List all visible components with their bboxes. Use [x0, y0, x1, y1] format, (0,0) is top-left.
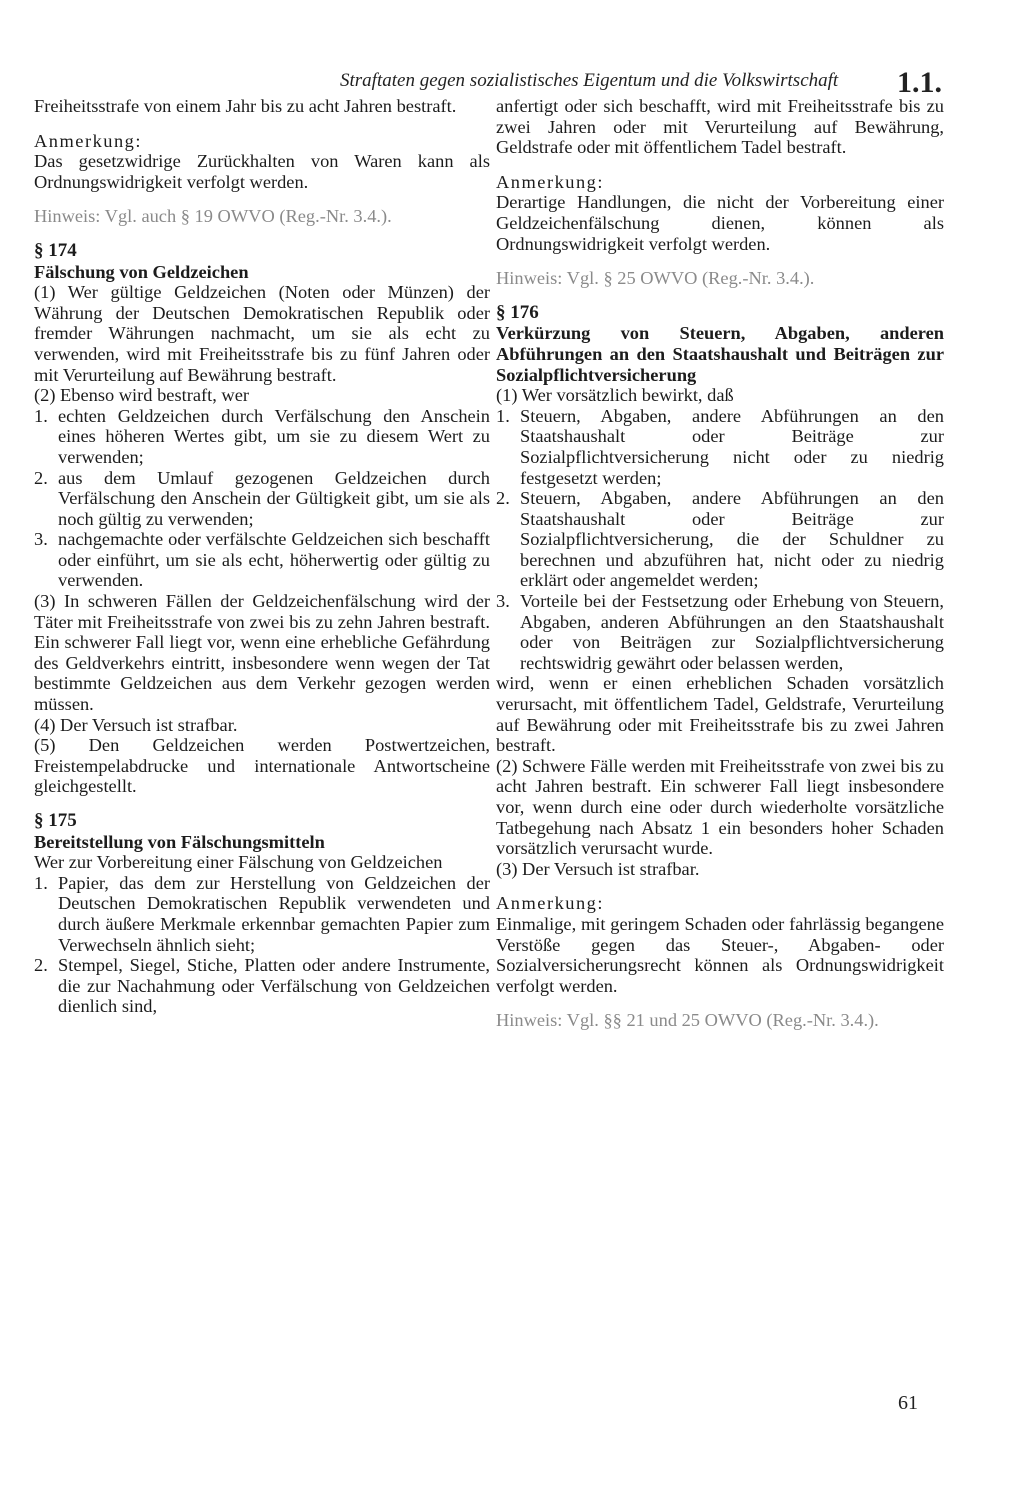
list-item-number: 1. [34, 405, 48, 426]
note-text: Das gesetzwidrige Zurückhalten von Waren kann als Ordnungswidrigkeit verfolgt werden. [34, 151, 490, 192]
paragraph-number: § 174 [34, 239, 77, 261]
paragraph-clause: (3) In schweren Fällen der Geldzeichenfälschung wird der Täter mit Freiheitsstrafe von zwei bis zu zehn Jahren bestraft. Ein schwerer Fall liegt vor, wenn eine erhebliche Gefährdung des Geldverkehrs eintritt, insbesondere wenn wegen der Tat bestimmte Geldzeichen aus dem Verkehr gezogen werden müssen. [34, 591, 490, 715]
list-item-number: 1. [34, 872, 48, 893]
paragraph-continuation: anfertigt oder sich beschafft, wird mit Freiheitsstrafe bis zu zwei Jahren oder mit Verurteilung auf Bewährung, Geldstrafe oder mit öffentlichem Tadel bestraft. [496, 96, 944, 158]
hinweis-reference: Hinweis: Vgl. §§ 21 und 25 OWVO (Reg.-Nr. 3.4.). [496, 1010, 879, 1031]
paragraph-clause: (5) Den Geldzeichen werden Postwertzeichen, Freistempelabdrucke und internationale Antwortscheine gleichgestellt. [34, 735, 490, 797]
list-item [34, 468, 490, 530]
intro-text: Freiheitsstrafe von einem Jahr bis zu acht Jahren bestraft. [34, 96, 457, 116]
list-item [34, 529, 490, 591]
paragraph-title: Fälschung von Geldzeichen [34, 261, 249, 282]
paragraph-clause: (1) Wer vorsätzlich bewirkt, daß [496, 385, 734, 406]
paragraph-number: § 175 [34, 810, 77, 831]
note-text: Derartige Handlungen, die nicht der Vorbereitung einer Geldzeichenfälschung dienen, können als Ordnungswidrigkeit verfolgt werden. [496, 192, 944, 254]
list-item-text: aus dem Umlauf gezogenen Geldzeichen durch Verfälschung den Anschein der Gültigkeit gibt, um sie als noch gültig zu verwenden; [58, 467, 490, 529]
note-text: Einmalige, mit geringem Schaden oder fahrlässig begangene Verstöße gegen das Steuer-, Abgaben- oder Sozialversicherungsrecht können als Ordnungswidrigkeit verfolgt werden. [496, 913, 944, 996]
list-item-number: 3. [34, 529, 48, 550]
list-item [34, 406, 490, 468]
list-item-text: Steuern, Abgaben, andere Abführungen an den Staatshaushalt oder Beiträge zur Sozialpflichtversicherung nicht oder zu niedrig festgesetzt werden; [520, 405, 944, 488]
running-header: Straftaten gegen sozialistisches Eigentum und die Volkswirtschaft [340, 70, 839, 91]
hinweis-reference: Hinweis: Vgl. auch § 19 OWVO (Reg.-Nr. 3.4.). [34, 206, 392, 227]
page-number: 61 [898, 1392, 918, 1414]
list-item-text: nachgemachte oder verfälschte Geldzeichen sich beschafft oder einführt, um sie als echt, höherwertig oder gültig zu verwenden. [58, 529, 490, 591]
paragraph-clause: (3) Der Versuch ist strafbar. [496, 858, 700, 879]
list-item [34, 873, 490, 955]
paragraph-clause: (1) Wer gültige Geldzeichen (Noten oder Münzen) der Währung der Deutschen Demokratischen Republik oder fremder Währungen nachmacht, um sie als echt zu verwenden, wird mit Freiheitsstrafe bis zu fünf Jahren oder mit Verurteilung auf Bewährung bestraft. [34, 282, 490, 385]
left-column [34, 96, 490, 1017]
note-label: Anmerkung: [496, 893, 604, 914]
paragraph-clause: (2) Schwere Fälle werden mit Freiheitsstrafe von zwei bis zu acht Jahren bestraft. Ein schwerer Fall liegt insbesondere vor, wenn durch eine oder durch wiederholte vorsätzliche Tatbegehung nach Absatz 1 ein besonders hoher Schaden vorsätzlich verursacht wurde. [496, 755, 944, 859]
list-item-number: 2. [496, 488, 510, 509]
right-column [496, 96, 944, 1031]
list-item-text: Stempel, Siegel, Stiche, Platten oder andere Instrumente, die zur Nachahmung oder Verfälschung von Geldzeichen dienlich sind, [58, 955, 490, 1017]
list-item-number: 2. [34, 467, 48, 488]
hinweis-reference: Hinweis: Vgl. § 25 OWVO (Reg.-Nr. 3.4.). [496, 268, 815, 289]
list-item [34, 955, 490, 1017]
list-item-text: Papier, das dem zur Herstellung von Geldzeichen der Deutschen Demokratischen Republik verwendeten und durch äußere Merkmale erkennbar gemachten Papier zum Verwechseln ähnlich sieht; [58, 872, 490, 955]
note-label: Anmerkung: [496, 171, 604, 192]
list-item-number: 1. [496, 405, 510, 426]
paragraph-clause: (2) Ebenso wird bestraft, wer [34, 385, 249, 406]
list-item [496, 591, 944, 673]
note-label: Anmerkung: [34, 130, 142, 151]
list-item-text: Vorteile bei der Festsetzung oder Erhebung von Steuern, Abgaben, anderen Abführungen an den Staatshaushalt oder von Beiträgen zur Sozialpflichtversicherung rechtswidrig gewährt oder belassen werden, [520, 591, 944, 673]
list-item-text: Steuern, Abgaben, andere Abführungen an den Staatshaushalt oder Beiträge zur Sozialpflichtversicherung, die der Schuldner zu berechnen und abzuführen hat, nicht oder zu niedrig erklärt oder angemeldet werden; [520, 488, 944, 591]
list-item-number: 3. [496, 591, 510, 612]
list-item [496, 488, 944, 591]
paragraph-title: Bereitstellung von Fälschungsmitteln [34, 831, 325, 852]
paragraph-clause: (4) Der Versuch ist strafbar. [34, 714, 238, 735]
list-item-number: 2. [34, 955, 48, 976]
paragraph-clause: wird, wenn er einen erheblichen Schaden vorsätzlich verursacht, mit öffentlichem Tadel, Geldstrafe, Verurteilung auf Bewährung oder mit Freiheitsstrafe bis zu zwei Jahren bestraft. [496, 673, 944, 756]
paragraph-number: § 176 [496, 301, 539, 323]
section-number: 1.1. [897, 66, 942, 99]
paragraph-clause: Wer zur Vorbereitung einer Fälschung von Geldzeichen [34, 852, 443, 873]
list-item [496, 406, 944, 488]
list-item-text: echten Geldzeichen durch Verfälschung den Anschein eines höheren Wertes gibt, um sie zu diesem Wert zu verwenden; [58, 405, 490, 467]
paragraph-title: Verkürzung von Steuern, Abgaben, anderen Abführungen an den Staatshaushalt und Beiträgen zur Sozialpflichtversicherung [496, 323, 944, 385]
